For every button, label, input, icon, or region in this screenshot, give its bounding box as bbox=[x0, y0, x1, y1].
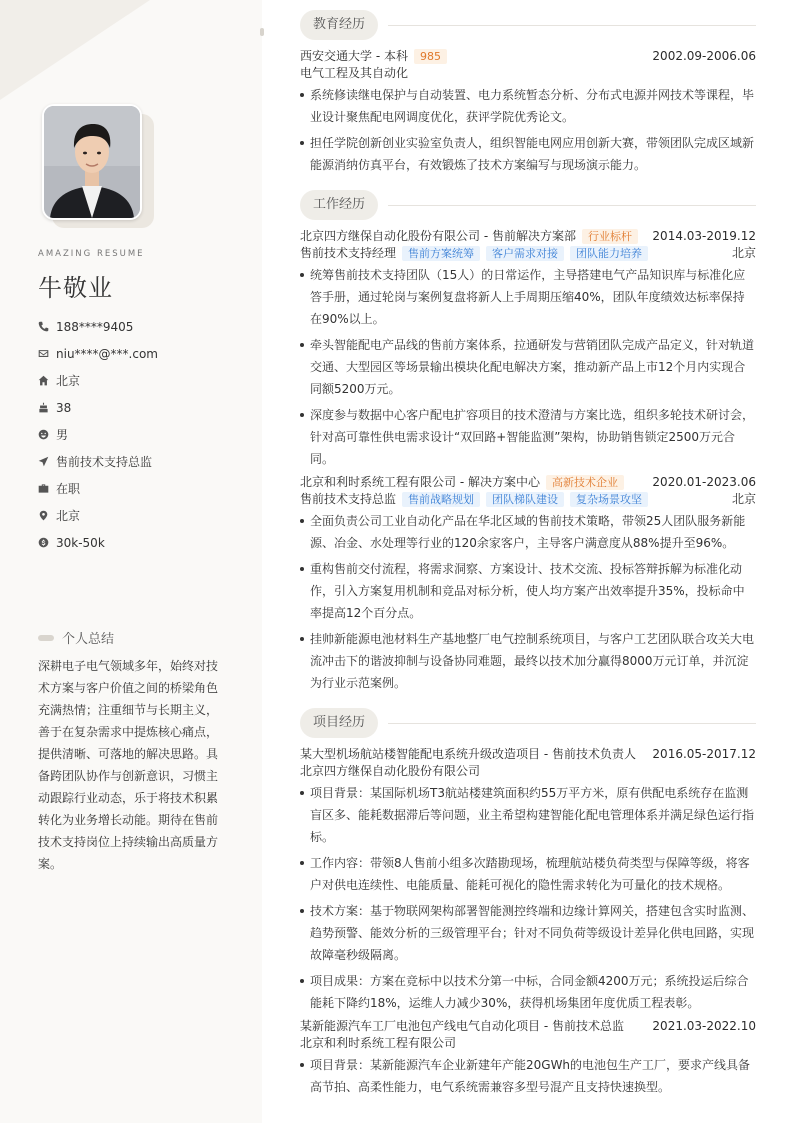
work-city: 北京 bbox=[731, 246, 756, 260]
info-position-value: 售前技术支持总监 bbox=[56, 455, 153, 469]
project-date: 2016.05-2017.12 bbox=[652, 747, 756, 761]
projects-section bbox=[300, 708, 756, 1098]
section-header bbox=[300, 10, 756, 40]
skill-tag: 售前战略规划 bbox=[402, 492, 480, 507]
list-item: 项目背景：某新能源汽车企业新建年产能20GWh的电池包生产工厂，要求产线具备高节拍、高柔性能力，电气系统需兼容多型号混产且支持快速换型。 bbox=[300, 1054, 756, 1098]
sidebar bbox=[0, 0, 262, 1123]
work-role-row bbox=[300, 491, 756, 508]
info-home bbox=[38, 367, 158, 394]
projects-title: 项目经历 bbox=[300, 708, 378, 738]
education-major-row bbox=[300, 65, 756, 82]
list-item: 深度参与数据中心客户配电扩容项目的技术澄清与方案比选，组织多轮技术研讨会，针对高可靠性供电需求设计“双回路+智能监测”架构，协助销售锁定2500万元合同。 bbox=[300, 404, 756, 470]
school-tag: 985 bbox=[414, 49, 447, 64]
section-divider bbox=[388, 25, 756, 26]
work-bullets bbox=[300, 510, 756, 694]
project-bullets bbox=[300, 1054, 756, 1098]
person-name: 牛敬业 bbox=[38, 274, 113, 302]
list-item: 牵头智能配电产品线的售前方案体系，拉通研发与营销团队完成产品定义，针对轨道交通、大型园区等场景输出模块化配电解决方案，推动新产品上市12个月内实现合同额5200万元。 bbox=[300, 334, 756, 400]
section-header bbox=[300, 708, 756, 738]
list-item: 统筹售前技术支持团队（15人）的日常运作，主导搭建电气产品知识库与标准化应答手册，通过轮岗与案例复盘将新人上手周期压缩40%，团队年度绩效达标率保持在90%以上。 bbox=[300, 264, 756, 330]
list-item: 项目成果：方案在竞标中以技术分第一中标，合同金额4200万元；系统投运后综合能耗下降约18%，运维人力减少30%，获得机场集团年度优质工程表彰。 bbox=[300, 970, 756, 1014]
work-date: 2014.03-2019.12 bbox=[652, 229, 756, 243]
project-entry-header bbox=[300, 746, 756, 763]
info-status-value: 在职 bbox=[56, 482, 81, 496]
education-bullets bbox=[300, 84, 756, 176]
work-entry bbox=[300, 228, 756, 470]
cake-icon bbox=[38, 402, 56, 413]
project-company: 北京和利时系统工程有限公司 bbox=[300, 1036, 457, 1050]
info-location-value: 北京 bbox=[56, 509, 81, 523]
work-entry-header bbox=[300, 228, 756, 245]
list-item: 担任学院创新创业实验室负责人，组织智能电网应用创新大赛，带领团队完成区域新能源消纳仿真平台，有效锻炼了技术方案编写与现场演示能力。 bbox=[300, 132, 756, 176]
project-entry-header bbox=[300, 1018, 756, 1035]
summary-text: 深耕电子电气领域多年，始终对技术方案与客户价值之间的桥梁角色充满热情；注重细节与长期主义，善于在复杂需求中提炼核心痛点，提供清晰、可落地的解决思路。具备跨团队协作与创新意识，习惯主动跟踪行业动态，乐于将技术积累转化为业务增长动能。期待在售前技术支持岗位上持续输出高质量方案。 bbox=[38, 659, 219, 871]
list-item: 全面负责公司工业自动化产品在华北区域的售前技术策略，带领25人团队服务新能源、冶金、水处理等行业的120余家客户，主导客户满意度从88%提升至96%。 bbox=[300, 510, 756, 554]
school-name: 西安交通大学 - 本科 bbox=[300, 49, 408, 63]
work-entry bbox=[300, 474, 756, 694]
major: 电气工程及其自动化 bbox=[300, 66, 409, 80]
decorative-triangle bbox=[0, 0, 150, 100]
list-item: 技术方案：基于物联网架构部署智能测控终端和边缘计算网关，搭建包含实时监测、趋势预警、能效分析的三级管理平台；针对不同负荷等级设计差异化供电回路，实现故障毫秒级隔离。 bbox=[300, 900, 756, 966]
work-date: 2020.01-2023.06 bbox=[652, 475, 756, 489]
skill-tag: 团队能力培养 bbox=[570, 246, 648, 261]
location-icon bbox=[38, 510, 56, 521]
work-entry-header bbox=[300, 474, 756, 491]
summary-title: 个人总结 bbox=[62, 632, 115, 647]
skill-tag: 复杂场景攻坚 bbox=[570, 492, 648, 507]
education-entry bbox=[300, 48, 756, 176]
info-age bbox=[38, 394, 158, 421]
info-age-value: 38 bbox=[56, 400, 72, 415]
role: 售前技术支持经理 bbox=[300, 246, 397, 260]
section-divider bbox=[388, 723, 756, 724]
avatar-photo bbox=[42, 104, 142, 220]
phone-icon bbox=[38, 321, 56, 332]
project-company: 北京四方继保自动化股份有限公司 bbox=[300, 764, 481, 778]
home-icon bbox=[38, 375, 56, 386]
section-header bbox=[300, 190, 756, 220]
info-status bbox=[38, 475, 158, 502]
list-item: 项目背景：某国际机场T3航站楼建筑面积约55万平方米，原有供配电系统存在监测盲区多、能耗数据滞后等问题，业主希望构建智能化配电管理体系并满足绿色运行指标。 bbox=[300, 782, 756, 848]
role: 售前技术支持总监 bbox=[300, 492, 397, 506]
info-salary-value: 30k-50k bbox=[56, 535, 105, 550]
project-date: 2021.03-2022.10 bbox=[652, 1019, 756, 1033]
main-content bbox=[300, 10, 756, 1112]
education-entry-header bbox=[300, 48, 756, 65]
education-title: 教育经历 bbox=[300, 10, 378, 40]
decorative-dot bbox=[260, 28, 264, 36]
skill-tag: 客户需求对接 bbox=[486, 246, 564, 261]
project-entry bbox=[300, 1018, 756, 1098]
info-email bbox=[38, 340, 158, 367]
gender-icon bbox=[38, 429, 56, 440]
email-icon bbox=[38, 348, 56, 359]
project-company-row bbox=[300, 763, 756, 780]
section-divider bbox=[388, 205, 756, 206]
info-home-value: 北京 bbox=[56, 374, 81, 388]
list-item: 系统修读继电保护与自动装置、电力系统暂态分析、分布式电源并网技术等课程，毕业设计聚焦配电网调度优化，获评学院优秀论文。 bbox=[300, 84, 756, 128]
work-bullets bbox=[300, 264, 756, 470]
list-item: 重构售前交付流程，将需求洞察、方案设计、技术交流、投标答辩拆解为标准化动作，引入方案复用机制和竞品对标分析，使人均方案产出效率提升35%，投标命中率提高12个百分点。 bbox=[300, 558, 756, 624]
salary-icon bbox=[38, 537, 56, 548]
company-tag: 行业标杆 bbox=[582, 229, 638, 244]
avatar bbox=[42, 104, 154, 228]
info-phone-value: 188****9405 bbox=[56, 319, 134, 334]
project-bullets bbox=[300, 782, 756, 1014]
send-icon bbox=[38, 456, 56, 467]
work-section bbox=[300, 190, 756, 694]
company-tag: 高新技术企业 bbox=[546, 475, 624, 490]
skill-tag: 团队梯队建设 bbox=[486, 492, 564, 507]
work-role-row bbox=[300, 245, 756, 262]
skill-tag: 售前方案统筹 bbox=[402, 246, 480, 261]
company-name: 北京四方继保自动化股份有限公司 - 售前解决方案部 bbox=[300, 229, 576, 243]
tagline: AMAZING RESUME bbox=[38, 249, 145, 259]
company-name: 北京和利时系统工程有限公司 - 解决方案中心 bbox=[300, 475, 540, 489]
info-phone bbox=[38, 313, 158, 340]
briefcase-icon bbox=[38, 483, 56, 494]
work-title: 工作经历 bbox=[300, 190, 378, 220]
project-entry bbox=[300, 746, 756, 1014]
project-name: 某新能源汽车工厂电池包产线电气自动化项目 - 售前技术总监 bbox=[300, 1019, 624, 1033]
contact-info-list bbox=[38, 313, 158, 556]
info-position bbox=[38, 448, 158, 475]
education-date: 2002.09-2006.06 bbox=[652, 49, 756, 63]
portrait-illustration bbox=[44, 106, 140, 218]
list-item: 工作内容：带领8人售前小组多次踏勘现场，梳理航站楼负荷类型与保障等级，将客户对供电连续性、电能质量、能耗可视化的隐性需求转化为可量化的技术规格。 bbox=[300, 852, 756, 896]
summary-heading bbox=[38, 628, 114, 647]
info-salary bbox=[38, 529, 158, 556]
project-company-row bbox=[300, 1035, 756, 1052]
info-gender bbox=[38, 421, 158, 448]
education-section bbox=[300, 10, 756, 176]
project-name: 某大型机场航站楼智能配电系统升级改造项目 - 售前技术负责人 bbox=[300, 747, 636, 761]
info-location bbox=[38, 502, 158, 529]
list-item: 挂帅新能源电池材料生产基地整厂电气控制系统项目，与客户工艺团队联合攻关大电流冲击下的谐波抑制与设备协同难题，最终以技术加分赢得8000万元订单，并沉淀为行业示范案例。 bbox=[300, 628, 756, 694]
info-email-value: niu****@***.com bbox=[56, 346, 158, 361]
summary-heading-bar bbox=[38, 635, 54, 641]
info-gender-value: 男 bbox=[56, 428, 69, 442]
work-city: 北京 bbox=[731, 492, 756, 506]
